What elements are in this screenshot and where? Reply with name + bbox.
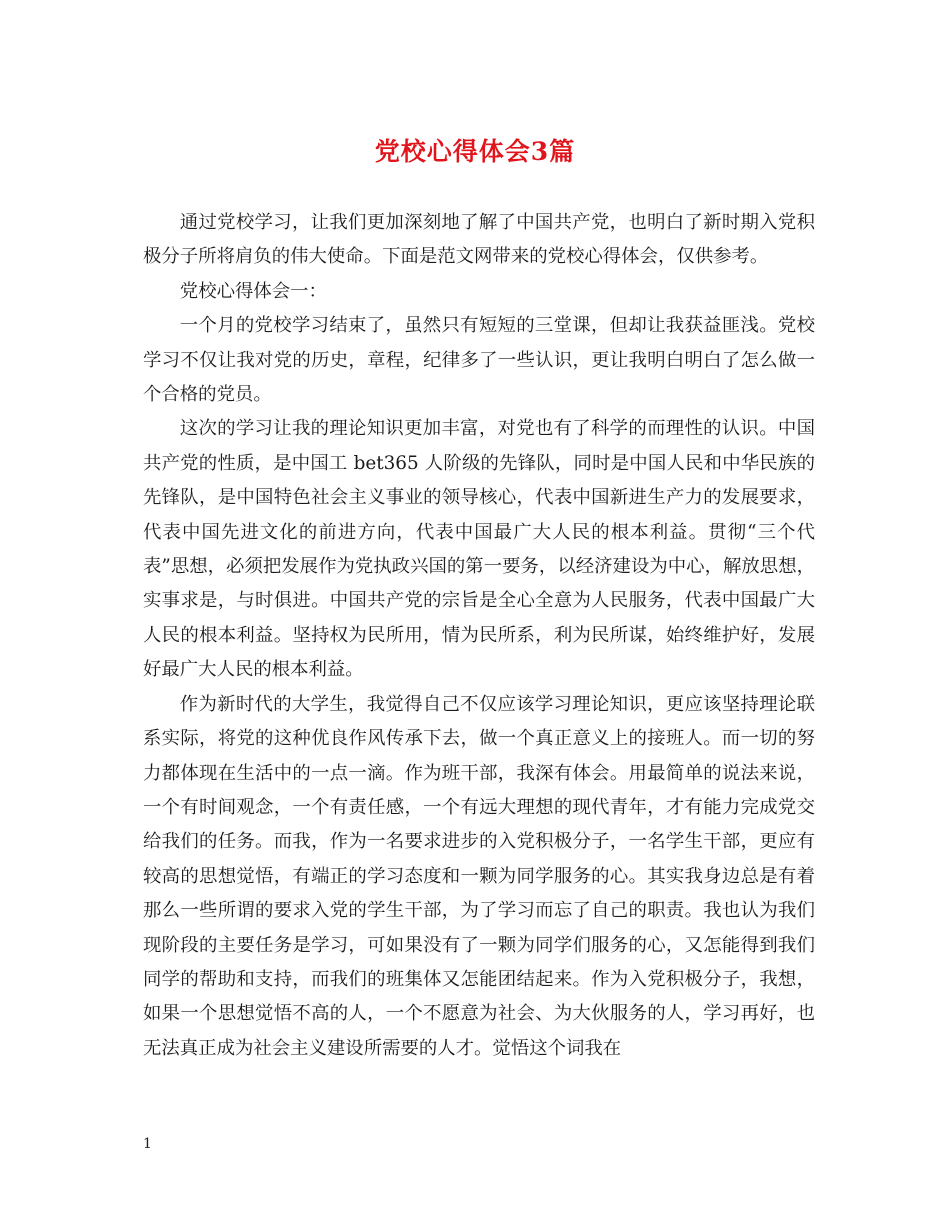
document-body xyxy=(143,206,815,1066)
paragraph: 一个月的党校学习结束了，虽然只有短短的三堂课，但却让我获益匪浅。党校学习不仅让我对党的历史，章程，纪律多了一些认识，更让我明白明白了怎么做一个合格的党员。 xyxy=(143,315,815,406)
document-title: 党校心得体会3篇 xyxy=(374,137,576,166)
paragraph: 这次的学习让我的理论知识更加丰富，对党也有了科学的而理性的认识。中国共产党的性质，是中国工 bet365 人阶级的先锋队，同时是中国人民和中华民族的先锋队，是中国特色社会主义事业的领导核心，代表中国新进生产力的发展要求，代表中国先进文化的前进方向，代表中国最广大人民的根本利益。贯彻“三个代表”思想，必须把发展作为党执政兴国的第一要务，以经济建设为中心，解放思想，实事求是，与时俱进。中国共产党的宗旨是全心全意为人民服务，代表中国最广大人民的根本利益。坚持权为民所用，情为民所系，利为民所谋，始终维护好，发展好最广大人民的根本利益。 xyxy=(143,418,815,681)
paragraph-intro: 通过党校学习，让我们更加深刻地了解了中国共产党，也明白了新时期入党积极分子所将肩负的伟大使命。下面是范文网带来的党校心得体会，仅供参考。 xyxy=(143,212,815,268)
page-number: 1 xyxy=(143,1136,152,1152)
section-heading: 党校心得体会一： xyxy=(179,280,327,302)
paragraph: 作为新时代的大学生，我觉得自己不仅应该学习理论知识，更应该坚持理论联系实际，将党的这种优良作风传承下去，做一个真正意义上的接班人。而一切的努力都体现在生活中的一点一滴。作为班干部，我深有体会。用最简单的说法来说，一个有时间观念，一个有责任感，一个有远大理想的现代青年，才有能力完成党交给我们的任务。而我，作为一名要求进步的入党积极分子，一名学生干部，更应有较高的思想觉悟，有端正的学习态度和一颗为同学服务的心。其实我身边总是有着那么一些所谓的要求入党的学生干部，为了学习而忘了自己的职责。我也认为我们现阶段的主要任务是学习，可如果没有了一颗为同学们服务的心，又怎能得到我们同学的帮助和支持，而我们的班集体又怎能团结起来。作为入党积极分子，我想，如果一个思想觉悟不高的人，一个不愿意为社会、为大伙服务的人，学习再好，也无法真正成为社会主义建设所需要的人才。觉悟这个词我在 xyxy=(143,693,815,1059)
